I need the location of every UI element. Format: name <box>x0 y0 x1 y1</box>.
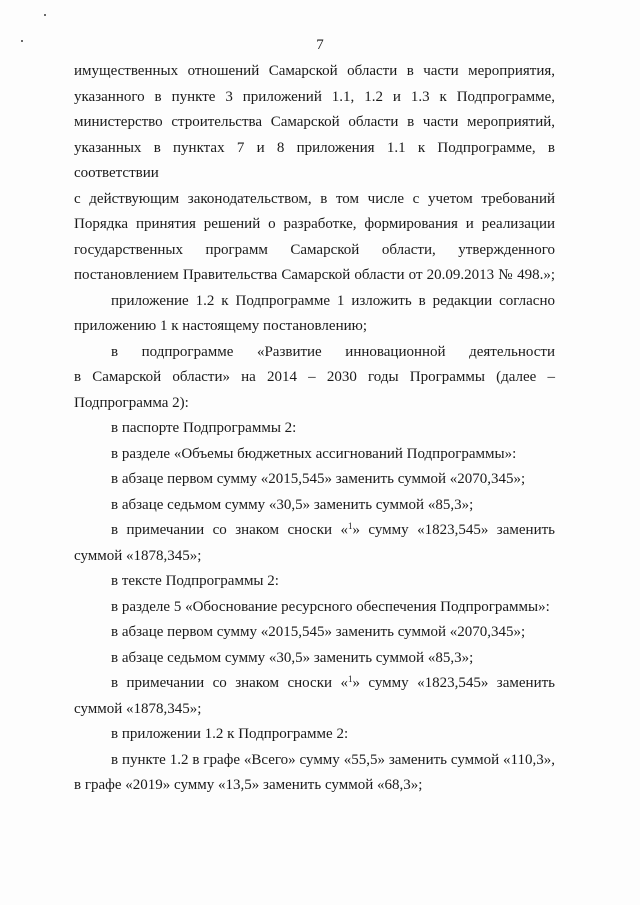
footnote-mark: 1 <box>347 521 353 531</box>
text-line: в абзаце седьмом сумму «30,5» заменить суммой «85,3»; <box>111 649 474 666</box>
text-line: суммой «1878,345»; <box>74 700 202 717</box>
text-line: в абзаце первом сумму «2015,545» заменить суммой «2070,345»; <box>111 471 526 487</box>
text-fragment: в примечании со знаком сноски « <box>111 522 348 538</box>
text-line: с действующим законодательством, в том числе с учетом требований <box>74 190 555 207</box>
text-fragment: в примечании со знаком сноски « <box>111 675 348 691</box>
text-line: Порядка принятия решений о разработке, формирования и реализации <box>74 216 555 232</box>
text-line: в Самарской области» на 2014 – 2030 годы Программы (далее – <box>74 369 555 385</box>
page-number: 7 <box>316 37 324 53</box>
text-line: в тексте Подпрограммы 2: <box>111 573 279 589</box>
text-line: в абзаце первом сумму «2015,545» заменить суммой «2070,345»; <box>111 624 526 640</box>
text-line: приложению 1 к настоящему постановлению; <box>74 318 367 334</box>
text-line: государственных программ Самарской области, утвержденного <box>74 241 555 258</box>
document-body <box>74 59 555 799</box>
text-line: указанного в пункте 3 приложений 1.1, 1.2 и 1.3 к Подпрограмме, <box>74 88 555 105</box>
text-fragment: » сумму «1823,545» заменить <box>352 675 555 691</box>
text-line: министерство строительства Самарской области в части мероприятий, <box>74 114 555 130</box>
text-line: суммой «1878,345»; <box>74 547 202 564</box>
text-line: имущественных отношений Самарской области в части мероприятия, <box>74 63 555 79</box>
footnote-mark: 1 <box>347 674 353 684</box>
text-line <box>74 518 555 544</box>
text-line: указанных в пунктах 7 и 8 приложения 1.1 к Подпрограмме, в соответствии <box>74 139 555 181</box>
text-line: Подпрограмма 2): <box>74 394 189 411</box>
text-line: в паспорте Подпрограммы 2: <box>111 420 297 436</box>
text-line: в подпрограмме «Развитие инновационной деятельности <box>111 343 555 360</box>
text-line: в графе «2019» сумму «13,5» заменить суммой «68,3»; <box>74 777 423 793</box>
text-line: в разделе «Объемы бюджетных ассигнований Подпрограммы»: <box>111 445 517 462</box>
text-line: в пункте 1.2 в графе «Всего» сумму «55,5» заменить суммой «110,3», <box>111 751 555 768</box>
scan-speck <box>44 14 46 16</box>
text-line: в абзаце седьмом сумму «30,5» заменить суммой «85,3»; <box>111 496 474 513</box>
text-line: в приложении 1.2 к Подпрограмме 2: <box>111 726 349 742</box>
text-fragment: » сумму «1823,545» заменить <box>352 522 555 538</box>
text-line: постановлением Правительства Самарской области от 20.09.2013 № 498.»; <box>74 267 555 283</box>
text-line: приложение 1.2 к Подпрограмме 1 изложить в редакции согласно <box>111 292 555 309</box>
text-line <box>74 671 555 697</box>
text-line: в разделе 5 «Обоснование ресурсного обеспечения Подпрограммы»: <box>111 598 550 615</box>
